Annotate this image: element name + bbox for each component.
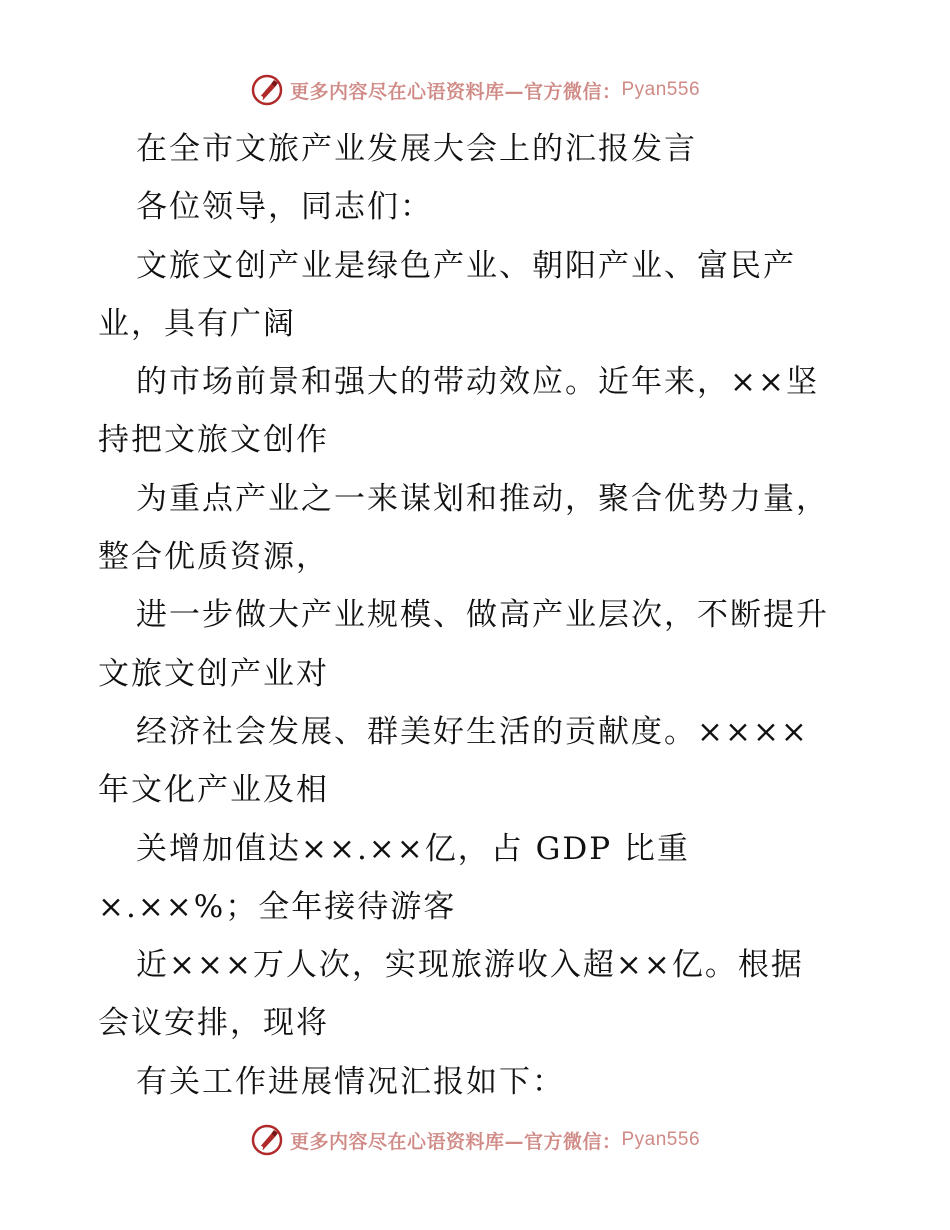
header-watermark xyxy=(0,70,950,110)
paragraph-line: 业，具有广阔 xyxy=(98,305,296,342)
paragraph-line: 的市场前景和强大的带动效应。近年来，××坚 xyxy=(136,364,819,401)
pen-circle-logo-icon xyxy=(250,73,284,107)
paragraph-line: 整合优质资源， xyxy=(98,539,329,576)
paragraph-line: 会议安排，现将 xyxy=(98,1005,329,1042)
watermark-text: 更多内容尽在心语资料库—官方微信： xyxy=(289,80,622,103)
paragraph-line: 近×××万人次，实现旅游收入超××亿。根据 xyxy=(136,947,804,984)
paragraph-line: 文旅文创产业是绿色产业、朝阳产业、富民产 xyxy=(136,247,796,284)
watermark-account: Pyan556 xyxy=(621,1129,701,1150)
paragraph-line: 持把文旅文创作 xyxy=(98,422,329,459)
paragraph-line: 年文化产业及相 xyxy=(98,772,329,809)
paragraph-line: 关增加值达××.××亿，占 GDP 比重 xyxy=(136,830,690,867)
document-title: 在全市文旅产业发展大会上的汇报发言 xyxy=(136,131,697,167)
paragraph-line: 进一步做大产业规模、做高产业层次，不断提升 xyxy=(136,597,829,634)
pen-circle-logo-icon xyxy=(250,1123,284,1157)
watermark-text: 更多内容尽在心语资料库—官方微信： xyxy=(289,1130,622,1153)
footer-watermark xyxy=(0,1120,950,1160)
paragraph-line: ×.××%；全年接待游客 xyxy=(98,888,457,925)
paragraph-line: 有关工作进展情况汇报如下： xyxy=(136,1063,565,1100)
paragraph-line: 文旅文创产业对 xyxy=(98,655,329,692)
salutation: 各位领导，同志们： xyxy=(136,189,433,226)
paragraph-line: 为重点产业之一来谋划和推动，聚合优势力量， xyxy=(136,480,829,517)
paragraph-line: 经济社会发展、群美好生活的贡献度。×××× xyxy=(136,713,809,750)
watermark-account: Pyan556 xyxy=(621,79,701,100)
document-body xyxy=(98,120,858,1111)
